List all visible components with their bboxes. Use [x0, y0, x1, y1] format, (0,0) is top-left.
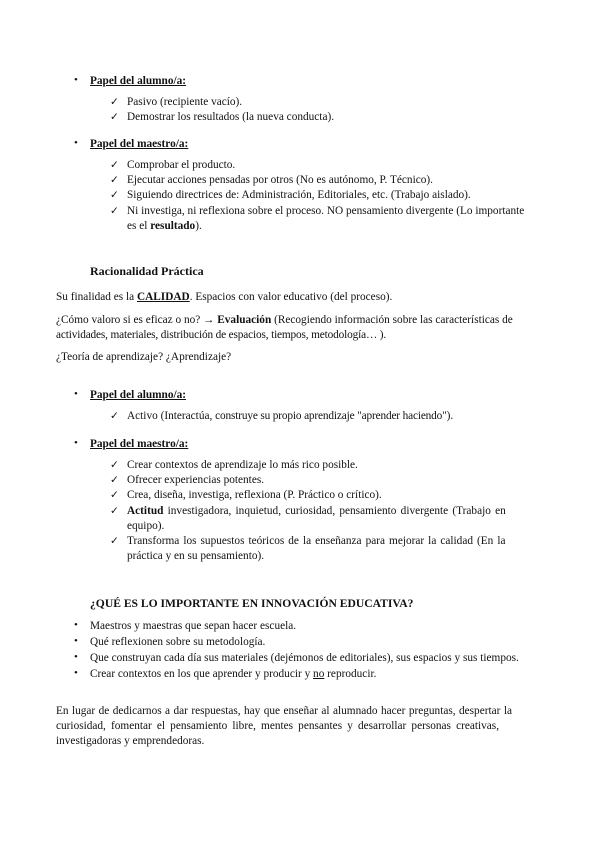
text: (Recogiendo información sobre las características de [271, 314, 513, 326]
maestro2-item-2: Ofrecer experiencias potentes. [127, 474, 265, 486]
text: construye su propio aprendizaje "aprender haciendo" [215, 410, 447, 422]
paragraph-valoro-line2 [56, 328, 386, 343]
maestro-item-4-line1 [127, 204, 524, 219]
closing-line-2: curiosidad, fomentar el pensamiento libre, mentes pensantes y desarrollar personas creativas, [56, 720, 500, 732]
maestro2-item-5-line1: Transforma los supuestos teóricos de la enseñanza para mejorar la calidad (En la [127, 535, 506, 547]
maestro-item-1: Comprobar el producto. [127, 159, 236, 171]
innovacion-item-3: Que construyan cada día sus materiales (dejémonos de editoriales), sus espacios y sus tiempos. [90, 652, 519, 664]
paragraph-finalidad [56, 290, 392, 305]
bullet-icon: • [74, 437, 78, 449]
section-title-innovacion: ¿QUÉ ES LO IMPORTANTE EN INNOVACIÓN EDUCATIVA? [90, 597, 414, 610]
check-icon: ✓ [110, 174, 119, 186]
maestro-heading-2: Papel del maestro/a: [90, 438, 189, 450]
paragraph-teoria: ¿Teoría de aprendizaje? ¿Aprendizaje? [56, 351, 232, 363]
check-icon: ✓ [110, 205, 119, 217]
maestro2-item-5-line2: práctica y en su pensamiento). [127, 550, 265, 562]
check-icon: ✓ [110, 474, 119, 486]
bullet-icon: • [74, 388, 78, 400]
check-icon: ✓ [110, 410, 119, 422]
maestro-heading-1: Papel del maestro/a: [90, 138, 189, 150]
maestro2-item-4-line2: equipo). [127, 520, 165, 532]
text: pensamiento divergente (Lo importante [343, 205, 525, 217]
section-title-racionalidad: Racionalidad Práctica [90, 264, 204, 278]
maestro2-item-4-line1 [127, 504, 506, 519]
maestro2-item-1: Crear contextos de aprendizaje lo más rico posible. [127, 459, 358, 471]
innovacion-item-1: Maestros y maestras que sepan hacer escuela. [90, 620, 297, 632]
check-icon: ✓ [110, 96, 119, 108]
alumno-heading-2: Papel del alumno/a: [90, 389, 187, 401]
bullet-icon: • [74, 137, 78, 149]
closing-line-3: investigadoras y emprendedoras. [56, 735, 205, 747]
text: es el [127, 220, 151, 232]
no-emphasis: NO [326, 205, 344, 217]
text: Ni investiga, ni reflexiona sobre el proceso. [127, 205, 327, 217]
innovacion-item-2: Qué reflexionen sobre su metodología. [90, 636, 266, 648]
actitud-bold: Actitud [127, 505, 164, 517]
text: Crear contextos en los que aprender y producir y [90, 668, 314, 680]
check-icon: ✓ [110, 159, 119, 171]
text: . Espacios con valor educativo (del proceso). [189, 291, 393, 303]
alumno-item-1: Pasivo (recipiente vacío). [127, 96, 243, 108]
alumno-heading-1: Papel del alumno/a: [90, 75, 187, 87]
innovacion-item-4 [90, 667, 376, 682]
maestro-item-4-line2 [127, 219, 202, 234]
text: investigadora, inquietud, curiosidad, pensamiento divergente (Trabajo en [163, 505, 506, 517]
text: reproducir. [324, 668, 377, 680]
check-icon: ✓ [110, 489, 119, 501]
maestro-item-2: Ejecutar acciones pensadas por otros (No es autónomo, P. Técnico). [127, 174, 433, 186]
bullet-icon: • [74, 619, 78, 631]
no-underlined: no [313, 668, 325, 680]
bullet-icon: • [74, 74, 78, 86]
check-icon: ✓ [110, 111, 119, 123]
alumno-item-2: Demostrar los resultados (la nueva conducta). [127, 111, 335, 123]
closing-line-1: En lugar de dedicarnos a dar respuestas, hay que enseñar al alumnado hacer preguntas, despertar la [56, 705, 512, 717]
bullet-icon: • [74, 651, 78, 663]
text: ). [446, 410, 454, 422]
maestro-item-3: Siguiendo directrices de: Administración, Editoriales, etc. (Trabajo aislado). [127, 189, 471, 201]
check-icon: ✓ [110, 505, 119, 517]
resultado-bold: resultado [150, 220, 196, 232]
text: Activo (Interactúa, [127, 410, 216, 422]
alumno2-item-1 [127, 409, 453, 424]
bullet-icon: • [74, 635, 78, 647]
text: ¿Cómo valoro si es eficaz o no? → [56, 314, 218, 326]
text: actividades, materiales, distribución de espacios, tiempos, metodología [56, 329, 366, 341]
paragraph-valoro-line1 [56, 313, 513, 328]
text: … ). [365, 329, 387, 341]
bullet-icon: • [74, 667, 78, 679]
check-icon: ✓ [110, 459, 119, 471]
check-icon: ✓ [110, 189, 119, 201]
text: Su finalidad es la [56, 291, 137, 303]
text: ). [195, 220, 202, 232]
calidad-emphasis: CALIDAD [136, 291, 190, 303]
check-icon: ✓ [110, 535, 119, 547]
evaluacion-bold: Evaluación [217, 314, 272, 326]
maestro2-item-3: Crea, diseña, investiga, reflexiona (P. Práctico o crítico). [127, 489, 382, 501]
